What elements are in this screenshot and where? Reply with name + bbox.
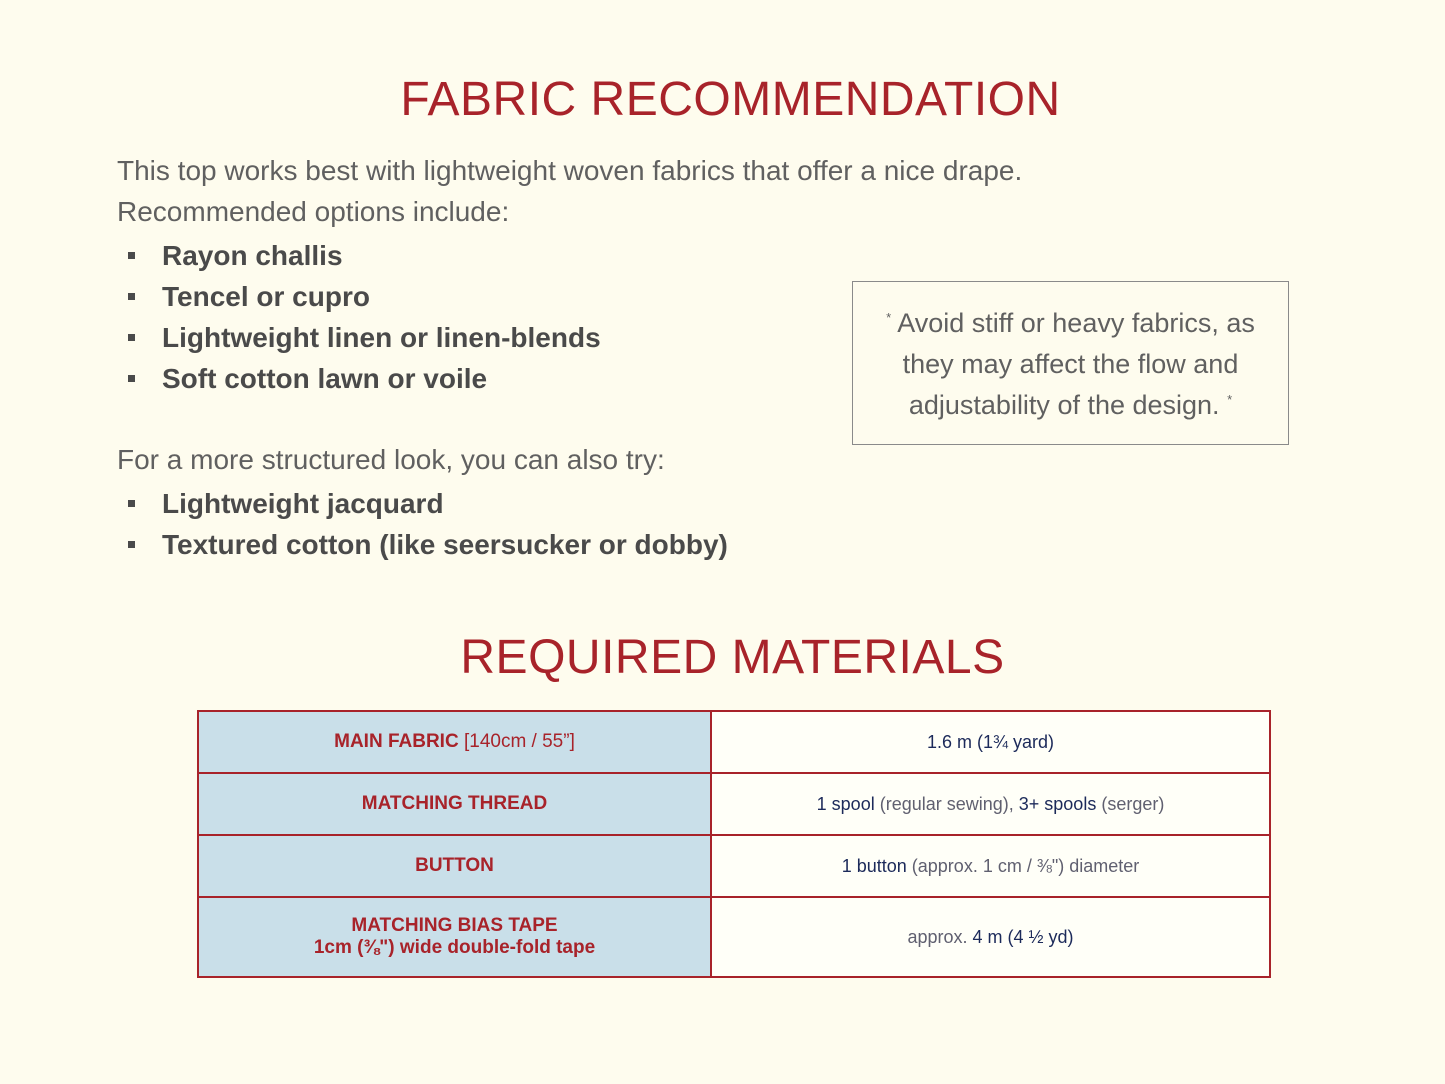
intro-line-1: This top works best with lightweight woven fabrics that offer a nice drape. [117,155,1023,186]
fabric-note-box [852,281,1289,445]
table-row [198,773,1270,835]
bullet-icon [128,293,135,300]
list-item [128,483,728,524]
structured-intro: For a more structured look, you can also try: [117,444,665,475]
material-value: 1 button (approx. 1 cm / ⅜") diameter [711,835,1270,897]
option-label: Tencel or cupro [162,281,370,312]
material-label: MATCHING BIAS TAPE 1cm (⅜") wide double-fold tape [198,897,711,977]
note-line-1: * Avoid stiff or heavy fabrics, as [886,308,1255,338]
option-label: Textured cotton (like seersucker or dobby) [162,529,728,560]
option-label: Lightweight linen or linen-blends [162,322,601,353]
material-value: 1 spool (regular sewing), 3+ spools (serger) [711,773,1270,835]
option-label: Rayon challis [162,240,343,271]
table-row [198,897,1270,977]
materials-table [197,710,1271,978]
recommended-list [128,235,601,399]
bullet-icon [128,375,135,382]
table-row [198,711,1270,773]
material-label: MATCHING THREAD [198,773,711,835]
bullet-icon [128,252,135,259]
bullet-icon [128,334,135,341]
list-item [128,524,728,565]
option-label: Soft cotton lawn or voile [162,363,488,394]
required-materials-title: REQUIRED MATERIALS [460,631,1005,684]
list-item [128,235,601,276]
structured-list [128,483,728,565]
material-label: BUTTON [198,835,711,897]
list-item [128,317,601,358]
bullet-icon [128,541,135,548]
material-label: MAIN FABRIC [140cm / 55”] [198,711,711,773]
note-line-3: adjustability of the design. * [908,390,1233,420]
list-item [128,276,601,317]
intro-line-2: Recommended options include: [117,196,510,227]
option-label: Lightweight jacquard [162,488,444,519]
table-row [198,835,1270,897]
bullet-icon [128,500,135,507]
note-line-2: they may affect the flow and [902,349,1239,379]
material-value: approx. 4 m (4 ½ yd) [711,897,1270,977]
material-value: 1.6 m (1¾ yard) [711,711,1270,773]
fabric-recommendation-title: FABRIC RECOMMENDATION [400,73,1061,126]
list-item [128,358,601,399]
